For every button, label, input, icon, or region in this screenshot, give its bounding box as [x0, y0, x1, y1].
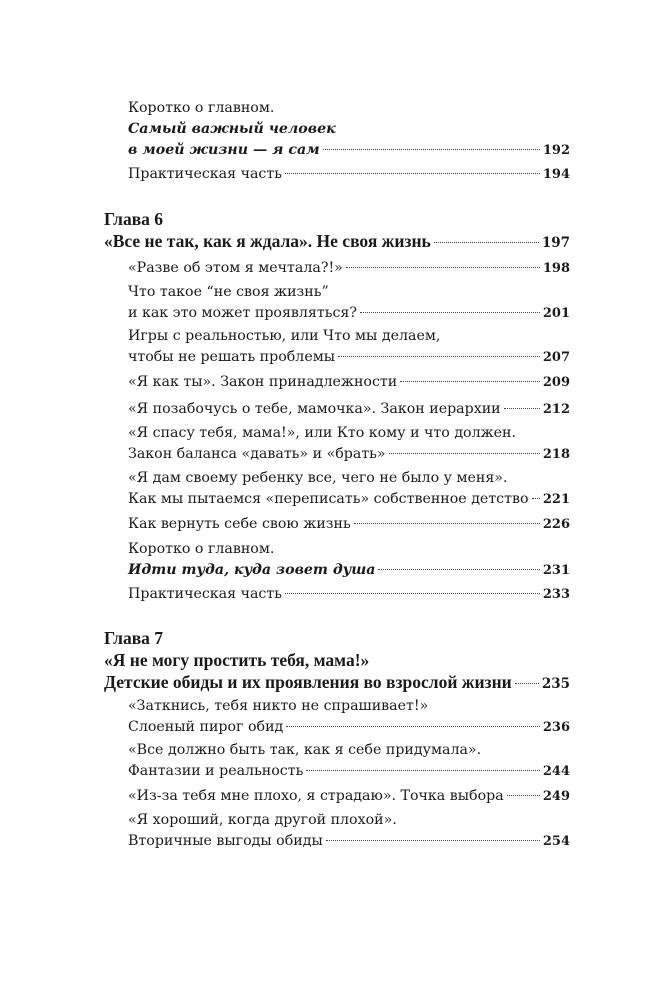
toc-entry-line: «Я спасу тебя, мама!», или Кто кому и что должен. — [128, 425, 517, 441]
toc-entry[interactable] — [128, 786, 570, 807]
toc-entry-line: «Я хороший, когда другой плохой». — [128, 812, 397, 828]
dot-leader — [338, 356, 540, 357]
dot-leader — [306, 770, 540, 771]
toc-entry[interactable] — [128, 399, 570, 420]
toc-entry-line: «Заткнись, тебя никто не спрашивает!» — [128, 698, 429, 714]
dot-leader — [400, 381, 540, 382]
toc-page-number: 194 — [542, 167, 570, 182]
toc-entry-line: «Я дам своему ребенку все, чего не было у меня». — [128, 470, 508, 486]
toc-page-number: 212 — [542, 402, 570, 417]
chapter-title: «Все не так, как я ждала». Не своя жизнь — [104, 231, 431, 251]
toc-entry-title: Практическая часть — [128, 166, 282, 182]
toc-page-number: 244 — [542, 764, 570, 779]
toc-entry-line: Коротко о главном. — [128, 100, 275, 116]
toc-entry-title: Фантазии и реальность — [128, 763, 304, 779]
toc-entry[interactable] — [128, 258, 570, 279]
toc-page-number: 192 — [542, 143, 570, 158]
chapter-title-line: «Я не могу простить тебя, мама!» — [104, 650, 370, 670]
toc-entry[interactable] — [128, 696, 570, 738]
dot-leader — [504, 408, 540, 409]
toc-entry[interactable] — [128, 468, 570, 510]
toc-page-number: 226 — [542, 517, 570, 532]
toc-entry-title: Вторичные выгоды обиды — [128, 833, 323, 849]
dot-leader — [434, 242, 539, 243]
toc-entry-title: Как вернуть себе свою жизнь — [128, 516, 351, 532]
chapter-label: Глава 6 — [104, 209, 164, 229]
toc-page-number: 198 — [542, 261, 570, 276]
toc-page-number: 207 — [542, 350, 570, 365]
toc-entry[interactable] — [128, 514, 570, 535]
chapter-heading[interactable] — [104, 627, 570, 695]
toc-page-number: 218 — [542, 447, 570, 462]
toc-page-number: 209 — [542, 375, 570, 390]
toc-entry-title: Слоеный пирог обид — [128, 719, 284, 735]
dot-leader — [326, 840, 540, 841]
toc-entry[interactable] — [128, 584, 570, 605]
chapter-title: Детские обиды и их проявления во взрослой жизни — [104, 672, 512, 692]
toc-entry-line: Игры с реальностью, или Что мы делаем, — [128, 328, 441, 344]
toc-entry[interactable] — [128, 372, 570, 393]
toc-entry-title: Закон баланса «давать» и «брать» — [128, 446, 386, 462]
dot-leader — [346, 267, 540, 268]
toc-entry-title: Как мы пытаемся «переписать» собственное детство — [128, 491, 529, 507]
toc-entry-title: Практическая часть — [128, 586, 282, 602]
toc-entry-line: Что такое “не своя жизнь” — [128, 284, 329, 300]
dot-leader — [515, 683, 539, 684]
toc-entry[interactable] — [128, 810, 570, 852]
dot-leader — [354, 523, 540, 524]
dot-leader — [532, 498, 540, 499]
toc-page-number: 254 — [542, 834, 570, 849]
toc-page-number: 235 — [541, 676, 570, 692]
toc-entry[interactable] — [128, 164, 570, 185]
toc-entry-line: Самый важный человек — [128, 121, 336, 137]
dot-leader — [285, 173, 540, 174]
toc-page-number: 233 — [542, 587, 570, 602]
dot-leader — [286, 726, 540, 727]
toc-entry[interactable] — [128, 282, 570, 324]
dot-leader — [378, 569, 539, 570]
toc-entry-title: «Разве об этом я мечтала?!» — [128, 260, 343, 276]
toc-entry-title: «Из-за тебя мне плохо, я страдаю». Точка выбора — [128, 788, 504, 804]
toc-page-number: 249 — [542, 789, 570, 804]
dot-leader — [507, 795, 540, 796]
toc-page-number: 221 — [542, 492, 570, 507]
dot-leader — [389, 453, 540, 454]
dot-leader — [323, 149, 540, 150]
toc-entry-title: «Я как ты». Закон принадлежности — [128, 374, 398, 390]
toc-page-number: 201 — [542, 306, 570, 321]
toc-entry-title: в моей жизни — я сам — [128, 142, 320, 158]
toc-entry[interactable] — [128, 326, 570, 368]
chapter-label: Глава 7 — [104, 628, 164, 648]
toc-page-number: 231 — [542, 563, 570, 578]
dot-leader — [360, 312, 540, 313]
toc-page-number: 236 — [542, 720, 570, 735]
toc-entry-line: «Все должно быть так, как я себе придумала». — [128, 742, 482, 758]
toc-entry-title: Идти туда, куда зовет душа — [128, 562, 376, 578]
toc-entry[interactable] — [128, 98, 570, 161]
toc-entry-title: и как это может проявляться? — [128, 305, 357, 321]
toc-entry[interactable] — [128, 423, 570, 465]
toc-entry[interactable] — [128, 539, 570, 581]
chapter-heading[interactable] — [104, 208, 570, 254]
dot-leader — [285, 593, 540, 594]
toc-entry-title: чтобы не решать проблемы — [128, 349, 336, 365]
toc-entry-title: «Я позабочусь о тебе, мамочка». Закон иерархии — [128, 401, 501, 417]
toc-entry[interactable] — [128, 740, 570, 782]
toc-entry-line: Коротко о главном. — [128, 541, 275, 557]
toc-page-number: 197 — [541, 235, 570, 251]
